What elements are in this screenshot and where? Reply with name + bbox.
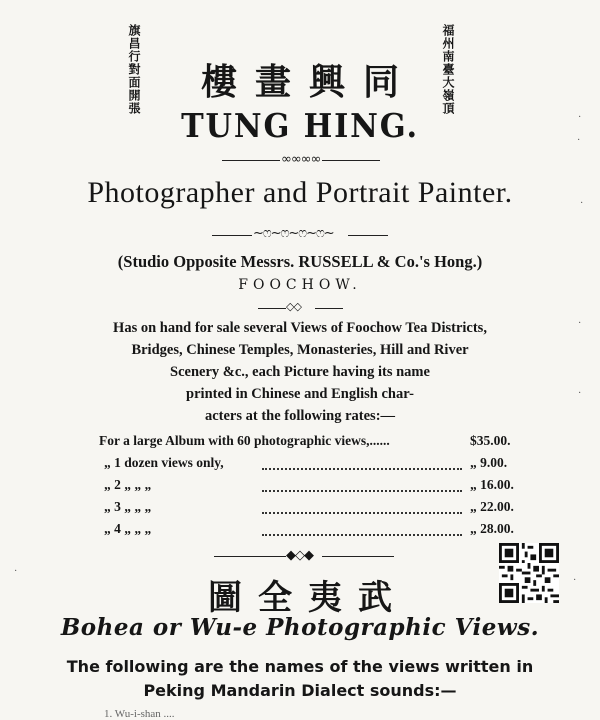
- views-title: Bohea or Wu-e Photographic Views.: [60, 614, 540, 641]
- ornament-flourish: ~ෆ~ෆ~ෆ~ෆ~: [253, 226, 334, 241]
- rate-label: „ 2 „ „ „: [104, 477, 152, 492]
- description-line: Scenery &c., each Picture having its name: [170, 364, 430, 380]
- chinese-address-left: 旗昌行對面開張: [127, 24, 141, 115]
- print-speck: ·: [580, 198, 584, 209]
- description-line: acters at the following rates:—: [204, 408, 396, 424]
- ornament-rule-left: [222, 160, 280, 161]
- city-name: FOOCHOW.: [238, 277, 362, 293]
- print-speck: ·: [573, 575, 577, 586]
- rate-price: „ 22.00.: [470, 499, 514, 514]
- ornament-rule-right: [322, 160, 380, 161]
- ornament-rule-left: [258, 308, 286, 309]
- rate-label: „ 4 „ „ „: [104, 521, 152, 536]
- description-line: Has on hand for sale several Views of Foochow Tea Districts,: [113, 320, 487, 336]
- rate-price: „ 9.00.: [470, 455, 508, 470]
- chinese-views-title: 圖全夷武: [208, 578, 408, 618]
- leader-dots: [262, 489, 462, 492]
- ornament-flourish: ◇◇: [286, 300, 301, 313]
- rate-price: „ 28.00.: [470, 521, 514, 536]
- print-speck: ·: [577, 135, 581, 146]
- rate-label: „ 1 dozen views only,: [104, 455, 224, 470]
- leader-dots: [262, 511, 462, 514]
- description-line: Bridges, Chinese Temples, Monasteries, Hill and River: [131, 342, 469, 358]
- chinese-studio-name: 樓畫興同: [200, 61, 417, 103]
- ornament-flourish: ∞∞∞∞: [281, 152, 321, 167]
- rate-label: For a large Album with 60 photographic views,......: [99, 433, 390, 448]
- ornament-flourish: ◆◇◆: [286, 548, 313, 563]
- leader-dots: [262, 533, 462, 536]
- studio-name: TUNG HING.: [181, 106, 419, 145]
- views-intro-line: The following are the names of the views written in: [66, 657, 534, 676]
- print-speck: ·: [578, 318, 582, 329]
- ornament-rule-right: [315, 308, 343, 309]
- ornament-rule-right: [348, 235, 388, 236]
- leader-dots: [262, 467, 462, 470]
- print-speck: ·: [578, 388, 582, 399]
- chinese-address-right: 福州南臺大嶺頂: [441, 24, 455, 115]
- cut-off-text: 1. Wu-i-shan ....: [104, 708, 175, 720]
- studio-location: (Studio Opposite Messrs. RUSSELL & Co.'s Hong.): [117, 252, 483, 271]
- rate-price: „ 16.00.: [470, 477, 514, 492]
- print-speck: ·: [14, 566, 18, 577]
- rate-price: $35.00.: [470, 433, 511, 448]
- views-intro-line: Peking Mandarin Dialect sounds:—: [143, 681, 457, 700]
- ornament-rule-right: [322, 556, 394, 557]
- ornament-rule-left: [214, 556, 286, 557]
- rate-label: „ 3 „ „ „: [104, 499, 152, 514]
- profession-heading: Photographer and Portrait Painter.: [87, 176, 513, 209]
- ornament-rule-left: [212, 235, 252, 236]
- print-speck: ·: [578, 112, 582, 123]
- description-line: printed in Chinese and English char-: [186, 386, 414, 402]
